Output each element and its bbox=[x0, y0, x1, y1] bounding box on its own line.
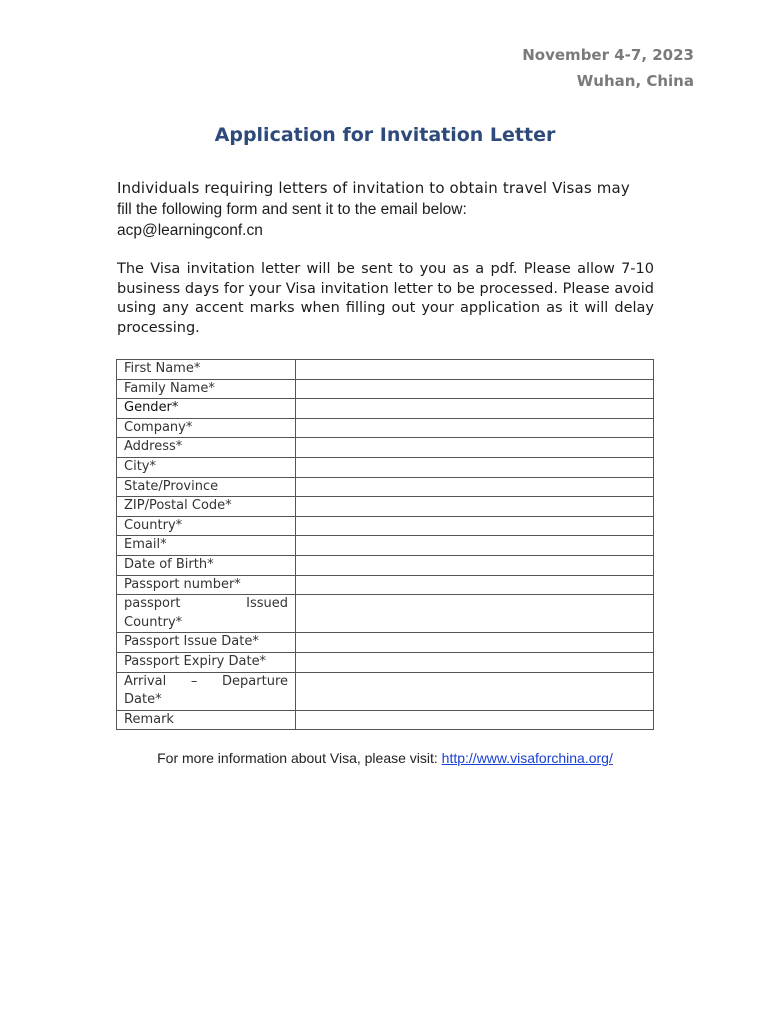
table-row bbox=[117, 536, 654, 556]
label-part: Departure bbox=[222, 673, 288, 689]
intro-line-2: fill the following form and sent it to the email below: bbox=[117, 201, 467, 218]
label-part: Arrival bbox=[124, 673, 167, 689]
field-label: Passport number* bbox=[117, 575, 296, 595]
event-location: Wuhan, China bbox=[576, 72, 694, 90]
intro-text bbox=[117, 178, 654, 241]
contact-email[interactable]: acp@learningconf.cn bbox=[117, 222, 263, 239]
field-value-gender[interactable] bbox=[296, 399, 654, 419]
table-row bbox=[117, 595, 654, 633]
field-value-email[interactable] bbox=[296, 536, 654, 556]
field-label: Email* bbox=[117, 536, 296, 556]
label-part: Country* bbox=[124, 614, 183, 630]
field-label: Gender* bbox=[117, 399, 296, 419]
footer-info bbox=[0, 750, 770, 766]
field-value-company[interactable] bbox=[296, 418, 654, 438]
field-label: Family Name* bbox=[117, 379, 296, 399]
table-row bbox=[117, 633, 654, 653]
footer-text: For more information about Visa, please visit: bbox=[157, 750, 442, 766]
table-row bbox=[117, 652, 654, 672]
field-label: Passport Issue Date* bbox=[117, 633, 296, 653]
event-header bbox=[522, 42, 694, 94]
event-dates: November 4-7, 2023 bbox=[522, 46, 694, 64]
application-form-table bbox=[116, 359, 654, 730]
field-value-state-province[interactable] bbox=[296, 477, 654, 497]
table-row bbox=[117, 497, 654, 517]
field-value-passport-issued-country[interactable] bbox=[296, 595, 654, 633]
field-label: Address* bbox=[117, 438, 296, 458]
table-row bbox=[117, 418, 654, 438]
table-row bbox=[117, 477, 654, 497]
intro-line-1: Individuals requiring letters of invitation to obtain travel Visas may bbox=[117, 179, 630, 197]
table-row bbox=[117, 399, 654, 419]
field-label: State/Province bbox=[117, 477, 296, 497]
table-row bbox=[117, 710, 654, 730]
field-value-date-of-birth[interactable] bbox=[296, 555, 654, 575]
field-label: Remark bbox=[117, 710, 296, 730]
label-part: Issued bbox=[246, 596, 288, 612]
field-label: First Name* bbox=[117, 360, 296, 380]
visa-info-link[interactable]: http://www.visaforchina.org/ bbox=[441, 750, 613, 766]
label-part: passport bbox=[124, 596, 181, 612]
table-row bbox=[117, 438, 654, 458]
table-row bbox=[117, 672, 654, 710]
table-row bbox=[117, 575, 654, 595]
table-row bbox=[117, 457, 654, 477]
label-part: Date* bbox=[124, 692, 162, 708]
field-label: Company* bbox=[117, 418, 296, 438]
field-value-passport-expiry-date[interactable] bbox=[296, 652, 654, 672]
field-label: ZIP/Postal Code* bbox=[117, 497, 296, 517]
table-row bbox=[117, 516, 654, 536]
field-value-first-name[interactable] bbox=[296, 360, 654, 380]
field-label bbox=[117, 595, 296, 633]
table-row bbox=[117, 379, 654, 399]
field-label: Passport Expiry Date* bbox=[117, 652, 296, 672]
field-value-remark[interactable] bbox=[296, 710, 654, 730]
field-value-passport-issue-date[interactable] bbox=[296, 633, 654, 653]
field-value-family-name[interactable] bbox=[296, 379, 654, 399]
field-label: City* bbox=[117, 457, 296, 477]
table-row bbox=[117, 555, 654, 575]
notice-paragraph: The Visa invitation letter will be sent to you as a pdf. Please allow 7-10 business days for your Visa invitation letter to be processed. Please avoid using any accent marks when filling out your application as it will delay processing. bbox=[117, 261, 654, 336]
field-value-city[interactable] bbox=[296, 457, 654, 477]
table-row bbox=[117, 360, 654, 380]
field-value-zip[interactable] bbox=[296, 497, 654, 517]
field-value-passport-number[interactable] bbox=[296, 575, 654, 595]
field-value-address[interactable] bbox=[296, 438, 654, 458]
page-title: Application for Invitation Letter bbox=[214, 124, 556, 146]
field-value-arrival-departure-date[interactable] bbox=[296, 672, 654, 710]
field-label bbox=[117, 672, 296, 710]
field-value-country[interactable] bbox=[296, 516, 654, 536]
field-label: Date of Birth* bbox=[117, 555, 296, 575]
field-label: Country* bbox=[117, 516, 296, 536]
label-part: – bbox=[190, 673, 198, 689]
